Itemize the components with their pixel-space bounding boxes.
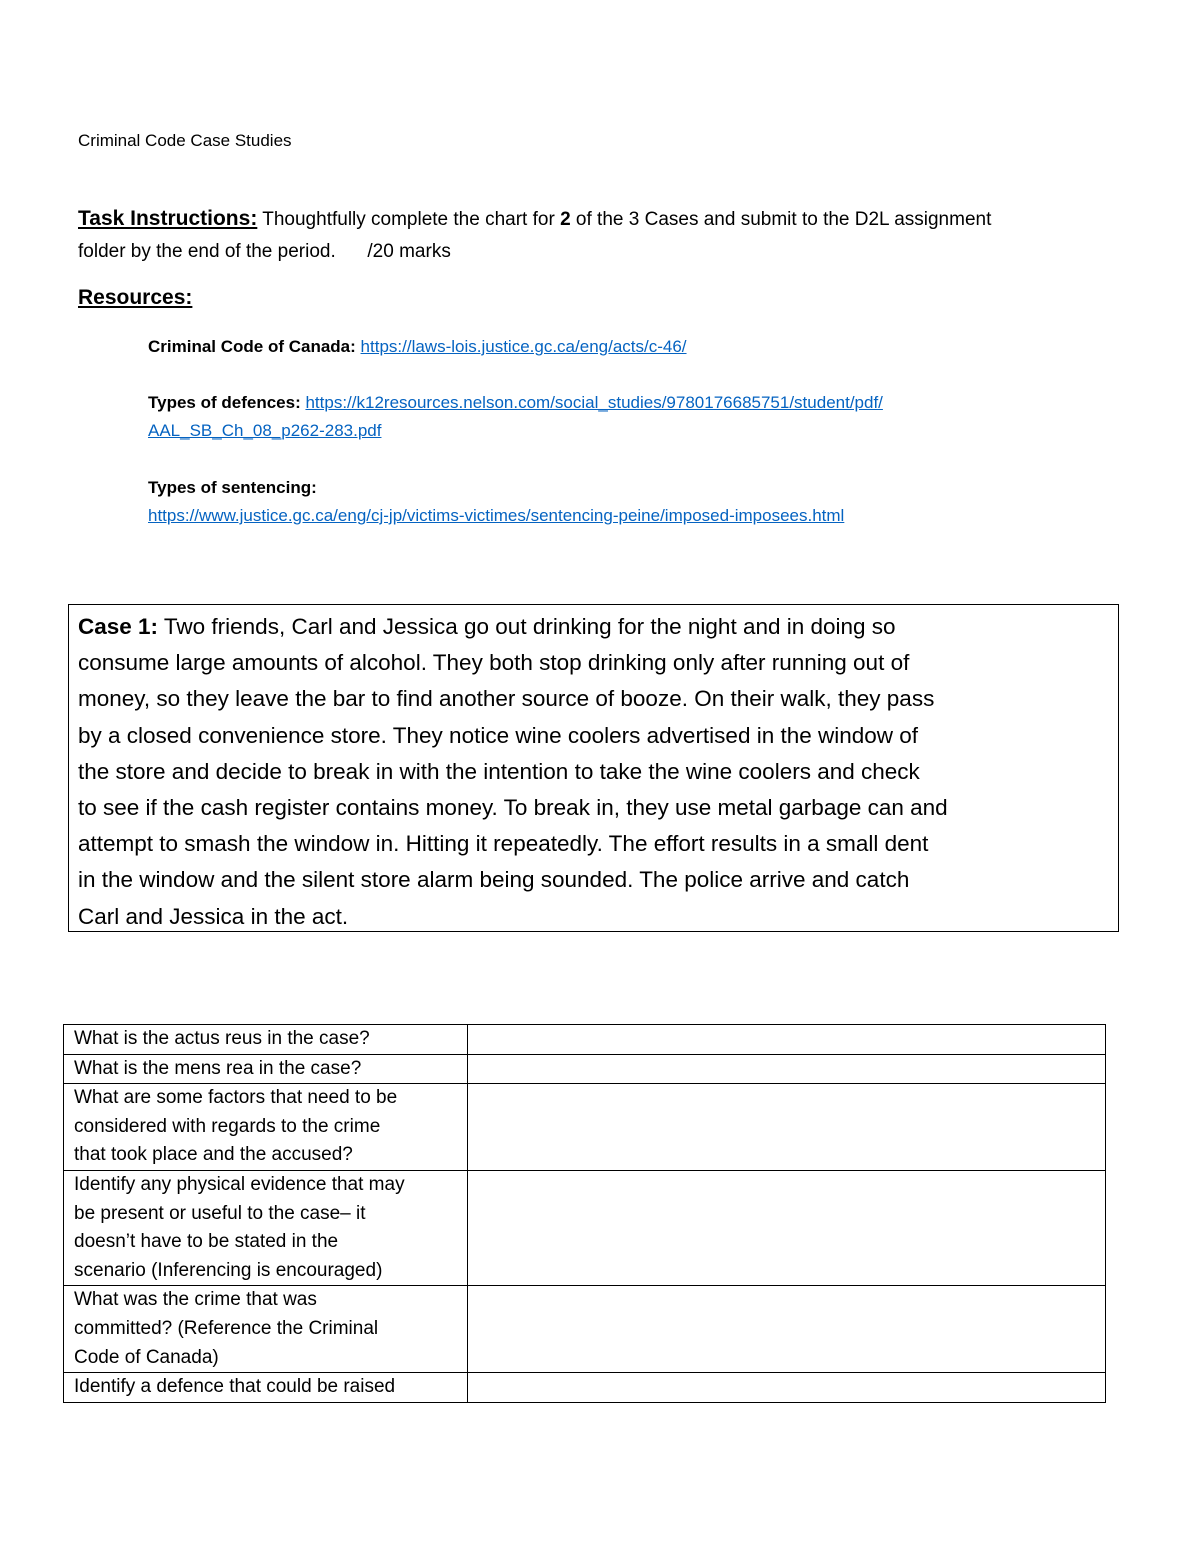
question-cell: What was the crime that was committed? (Reference the Criminal Code of Canada) — [64, 1286, 468, 1373]
question-cell: Identify any physical evidence that may be present or useful to the case– it doesn’t have to be stated in the scenario (Inferencing is encouraged) — [64, 1170, 468, 1285]
resource-link-continued[interactable]: AAL_SB_Ch_08_p262-283.pdf — [148, 421, 382, 440]
task-text-after: of the 3 Cases and submit to the D2L assignment folder by the end of the period. /20 marks — [78, 209, 997, 262]
case-line: consume large amounts of alcohol. They both stop drinking only after running out of — [78, 650, 910, 676]
task-instructions-label: Task Instructions: — [78, 207, 258, 230]
task-text-before: Thoughtfully complete the chart for — [257, 209, 561, 230]
table-row — [64, 1286, 1106, 1373]
answer-cell[interactable] — [468, 1025, 1106, 1055]
case-line: in the window and the silent store alarm being sounded. The police arrive and catch — [78, 867, 910, 893]
case-line: by a closed convenience store. They notice wine coolers advertised in the window of — [78, 722, 919, 748]
resource-link[interactable]: https://www.justice.gc.ca/eng/cj-jp/victims-victimes/sentencing-peine/imposed-imposees.html — [148, 506, 845, 525]
answer-cell[interactable] — [468, 1286, 1106, 1373]
case-line: the store and decide to break in with the intention to take the wine coolers and check — [78, 758, 920, 784]
table-row — [64, 1084, 1106, 1171]
case-line: Carl and Jessica in the act. — [78, 903, 349, 929]
questions-table — [63, 1024, 1106, 1403]
answer-cell[interactable] — [468, 1170, 1106, 1285]
resources-heading: Resources: — [78, 286, 193, 309]
resource-label: Criminal Code of Canada: — [148, 337, 356, 356]
resource-link[interactable]: https://k12resources.nelson.com/social_studies/9780176685751/student/pdf/ — [305, 393, 883, 412]
question-cell: What is the actus reus in the case? — [64, 1025, 468, 1055]
document-title: Criminal Code Case Studies — [78, 131, 292, 150]
case-line: Case 1: Two friends, Carl and Jessica go out drinking for the night and in doing so — [78, 614, 896, 639]
resource-label: Types of sentencing: — [148, 478, 317, 497]
resource-defences — [148, 389, 1098, 445]
question-cell: Identify a defence that could be raised — [64, 1373, 468, 1403]
case-1-box — [68, 604, 1119, 932]
table-row — [64, 1373, 1106, 1403]
resource-label: Types of defences: — [148, 393, 301, 412]
resource-sentencing — [148, 474, 1098, 530]
table-row — [64, 1170, 1106, 1285]
resource-criminal-code — [148, 333, 1098, 361]
resource-link[interactable]: https://laws-lois.justice.gc.ca/eng/acts/c-46/ — [360, 337, 687, 356]
answer-cell[interactable] — [468, 1054, 1106, 1084]
question-cell: What is the mens rea in the case? — [64, 1054, 468, 1084]
answer-cell[interactable] — [468, 1084, 1106, 1171]
case-label: Case 1: — [78, 614, 159, 639]
task-instructions — [78, 203, 1038, 268]
case-line: to see if the cash register contains money. To break in, they use metal garbage can and — [78, 795, 948, 821]
table-row — [64, 1025, 1106, 1055]
question-cell: What are some factors that need to be considered with regards to the crime that took place and the accused? — [64, 1084, 468, 1171]
case-line: attempt to smash the window in. Hitting it repeatedly. The effort results in a small dent — [78, 831, 929, 857]
answer-cell[interactable] — [468, 1373, 1106, 1403]
table-row — [64, 1054, 1106, 1084]
task-bold-number: 2 — [560, 209, 571, 230]
case-line: money, so they leave the bar to find another source of booze. On their walk, they pass — [78, 686, 935, 712]
